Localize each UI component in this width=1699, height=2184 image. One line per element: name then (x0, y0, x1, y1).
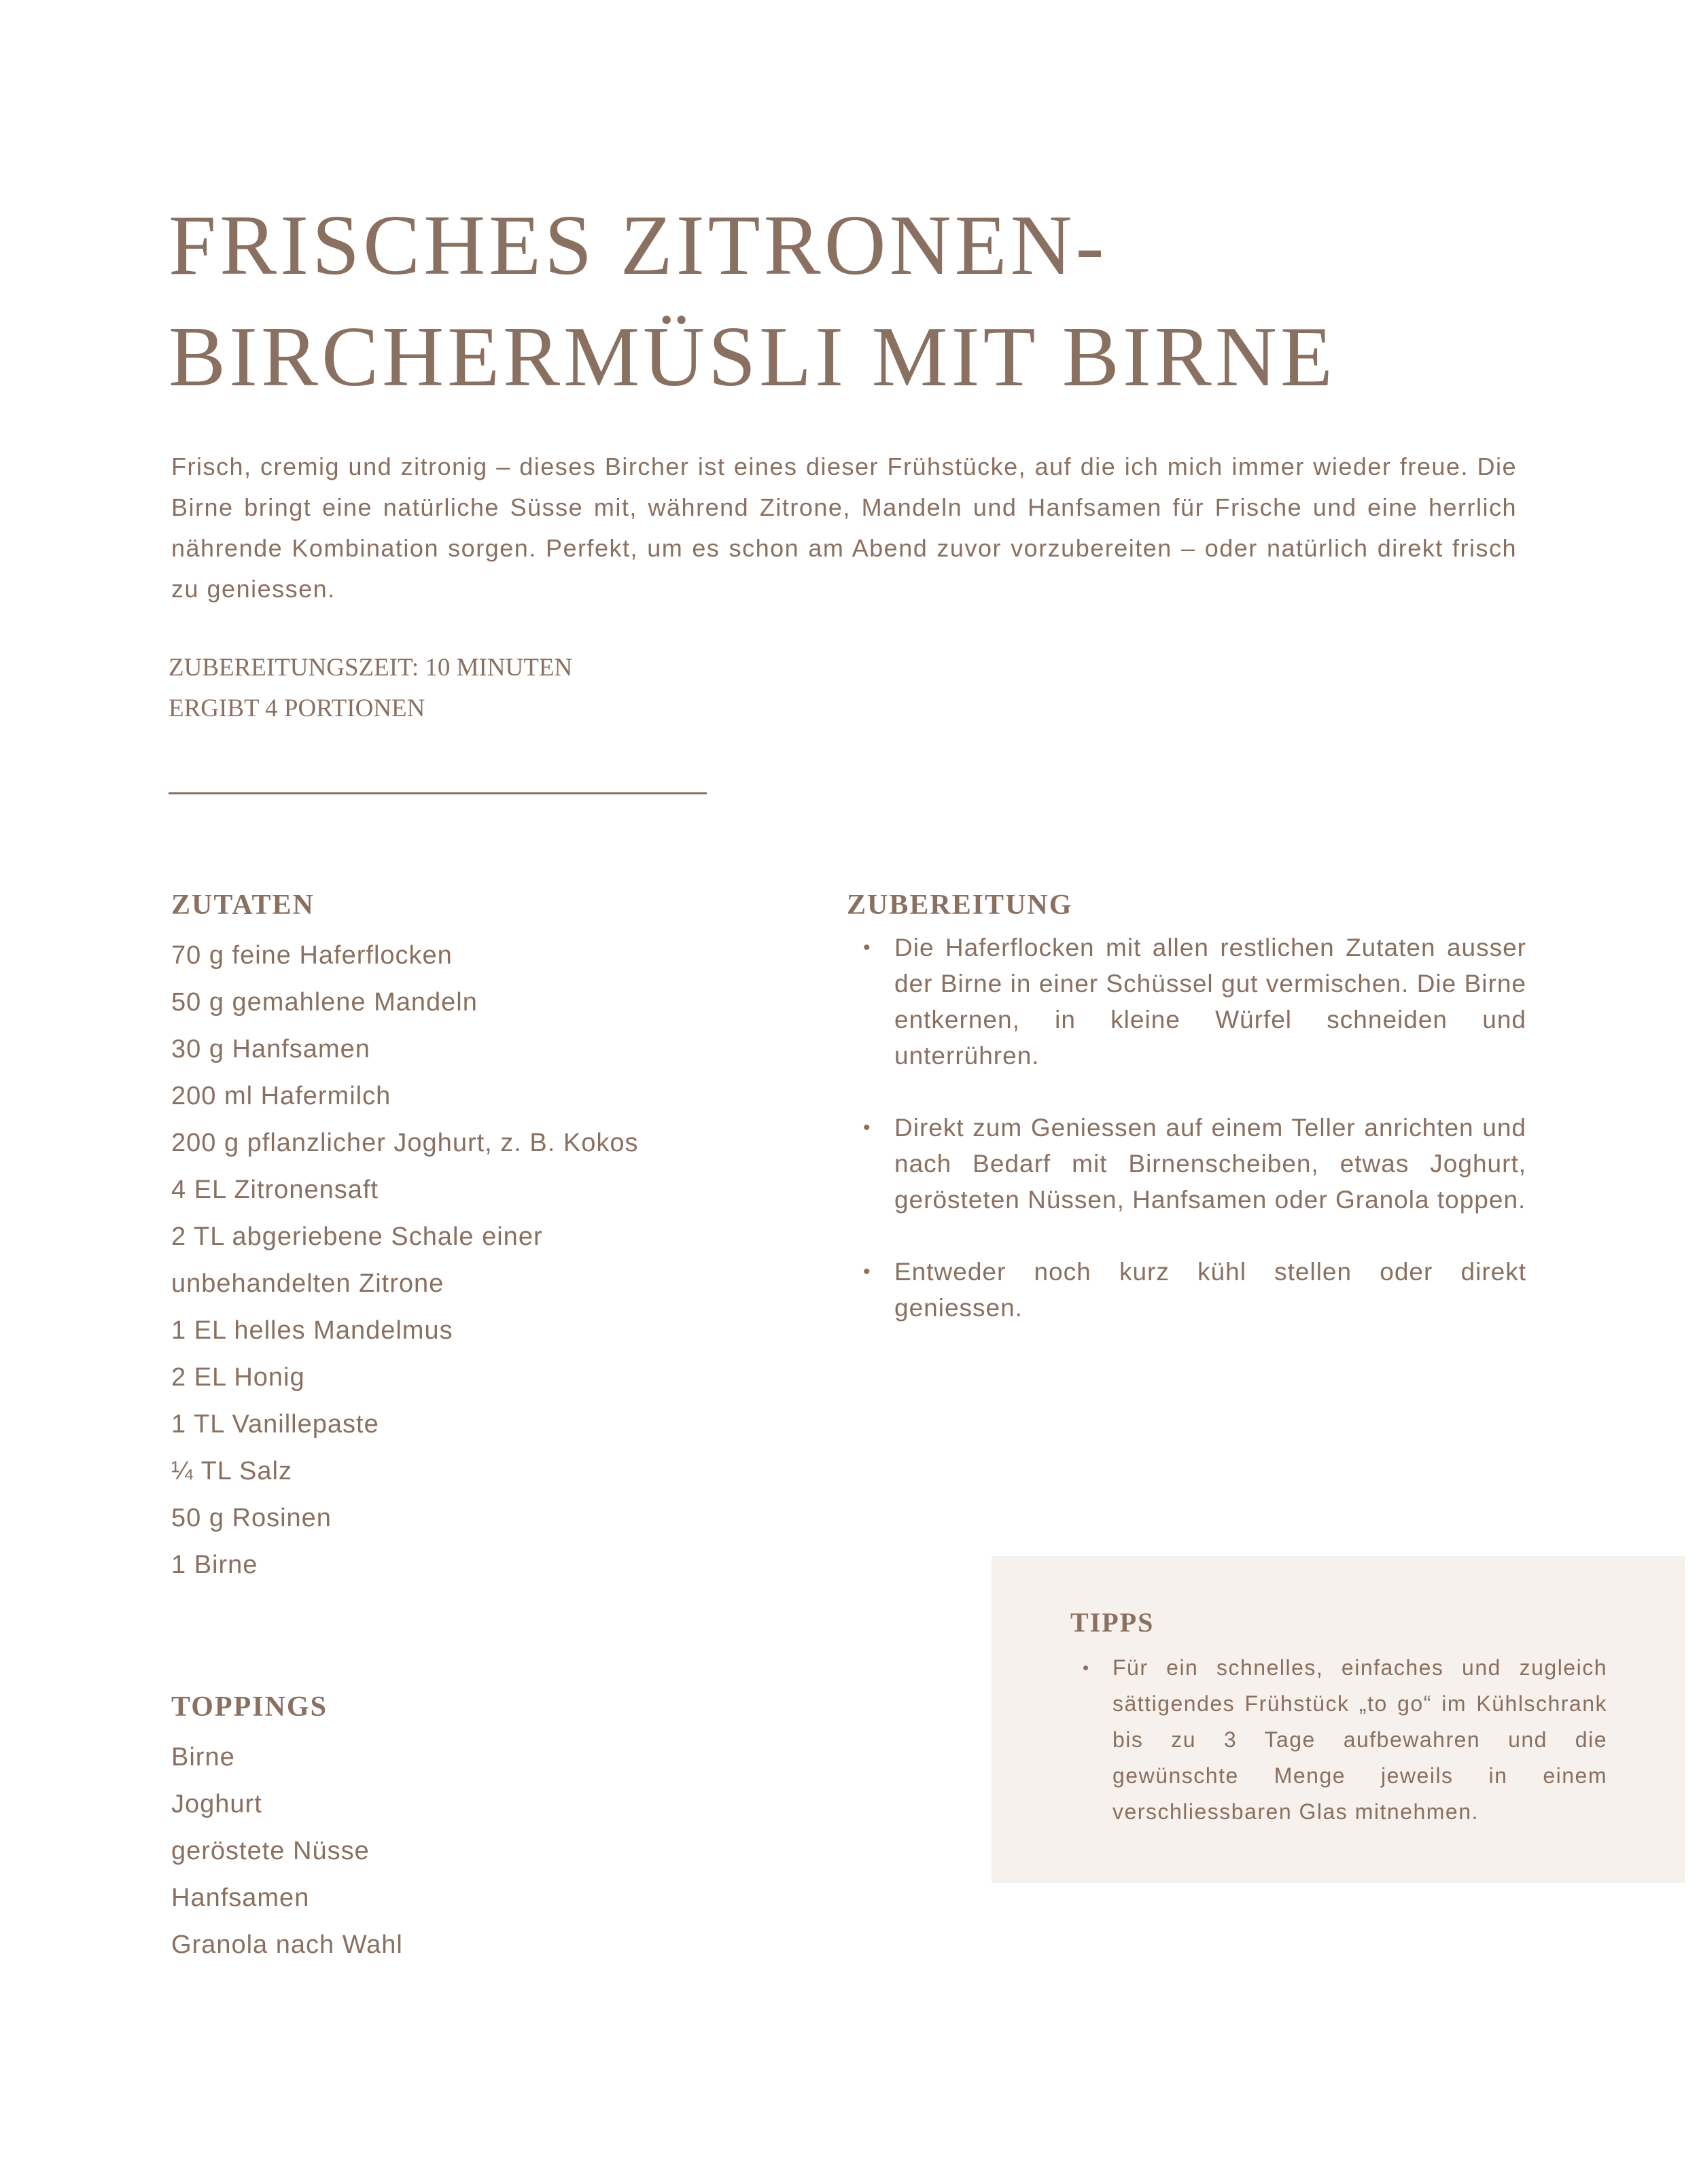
recipe-intro: Frisch, cremig und zitronig – dieses Bircher ist eines dieser Frühstücke, auf die ich mich immer wieder freue. Die Birne bringt eine natürliche Süsse mit, während Zitrone, Mandeln und Hanfsamen für Frische und eine herrlich nährende Kombination sorgen. Perfekt, um es schon am Abend zuvor vorzubereiten – oder natürlich direkt frisch zu geniessen. (171, 453, 1517, 603)
toppings-heading: TOPPINGS (171, 1691, 328, 1723)
topping-item: Birne (171, 1743, 235, 1772)
tips-heading: TIPPS (1070, 1607, 1155, 1638)
preparation-step-text: Die Haferflocken mit allen restlichen Zutaten ausser der Birne in einer Schüssel gut vermischen. Die Birne entkernen, in kleine Würfel schneiden und unterrühren. (894, 934, 1526, 1070)
ingredient-item: 1 EL helles Mandelmus (171, 1316, 453, 1345)
prep-time: ZUBEREITUNGSZEIT: 10 MINUTEN (169, 654, 573, 682)
bullet-icon: • (863, 1261, 871, 1283)
ingredients-list (171, 932, 783, 1589)
topping-item: Granola nach Wahl (171, 1931, 403, 1959)
ingredient-item: 1 Birne (171, 1551, 258, 1579)
ingredient-item: 2 TL abgeriebene Schale einer (171, 1222, 543, 1251)
recipe-title (169, 190, 1528, 413)
bullet-icon: • (1083, 1657, 1090, 1678)
ingredients-heading: ZUTATEN (171, 890, 315, 921)
tip-text: Für ein schnelles, einfaches und zugleich sättigendes Frühstück „to go“ im Kühlschrank bis zu 3 Tage aufbewahren und die gewünschte Menge jeweils in einem verschliessbaren Glas mitnehmen. (1113, 1655, 1607, 1824)
ingredient-item: 4 EL Zitronensaft (171, 1176, 379, 1204)
recipe-title-line-1: FRISCHES ZITRONEN- (169, 198, 1108, 293)
toppings-section (171, 1687, 783, 1969)
tips-box (992, 1556, 1685, 1883)
ingredient-item: 200 g pflanzlicher Joghurt, z. B. Kokos (171, 1129, 639, 1157)
recipe-title-line-2: BIRCHERMÜSLI MIT BIRNE (169, 310, 1336, 404)
toppings-list (171, 1734, 783, 1969)
ingredient-item: 70 g feine Haferflocken (171, 941, 453, 970)
ingredient-item: 50 g gemahlene Mandeln (171, 988, 478, 1017)
ingredient-item: 50 g Rosinen (171, 1504, 332, 1532)
preparation-step (847, 1110, 1526, 1218)
bullet-icon: • (863, 1116, 871, 1139)
preparation-step (847, 1254, 1526, 1326)
servings: ERGIBT 4 PORTIONEN (169, 694, 425, 722)
preparation-list (847, 930, 1526, 1326)
bullet-icon: • (863, 936, 871, 959)
recipe-meta (169, 648, 572, 729)
preparation-step-text: Entweder noch kurz kühl stellen oder direkt geniessen. (894, 1258, 1526, 1322)
preparation-section (847, 885, 1526, 1362)
preparation-step-text: Direkt zum Geniessen auf einem Teller anrichten und nach Bedarf mit Birnenscheiben, etwas Joghurt, gerösteten Nüssen, Hanfsamen oder Granola toppen. (894, 1114, 1526, 1214)
ingredient-item: unbehandelten Zitrone (171, 1269, 444, 1298)
ingredient-item: ¼ TL Salz (171, 1457, 292, 1485)
ingredient-item: 200 ml Hafermilch (171, 1082, 391, 1110)
preparation-step (847, 930, 1526, 1074)
divider (169, 792, 707, 794)
ingredient-item: 30 g Hanfsamen (171, 1035, 370, 1063)
topping-item: Joghurt (171, 1790, 262, 1818)
topping-item: geröstete Nüsse (171, 1837, 370, 1865)
tips-list (1070, 1650, 1607, 1830)
preparation-heading: ZUBEREITUNG (847, 890, 1073, 921)
ingredients-section (171, 885, 783, 1589)
ingredient-item: 1 TL Vanillepaste (171, 1410, 379, 1439)
tip-item (1070, 1650, 1607, 1830)
ingredient-item: 2 EL Honig (171, 1363, 305, 1392)
topping-item: Hanfsamen (171, 1884, 310, 1912)
